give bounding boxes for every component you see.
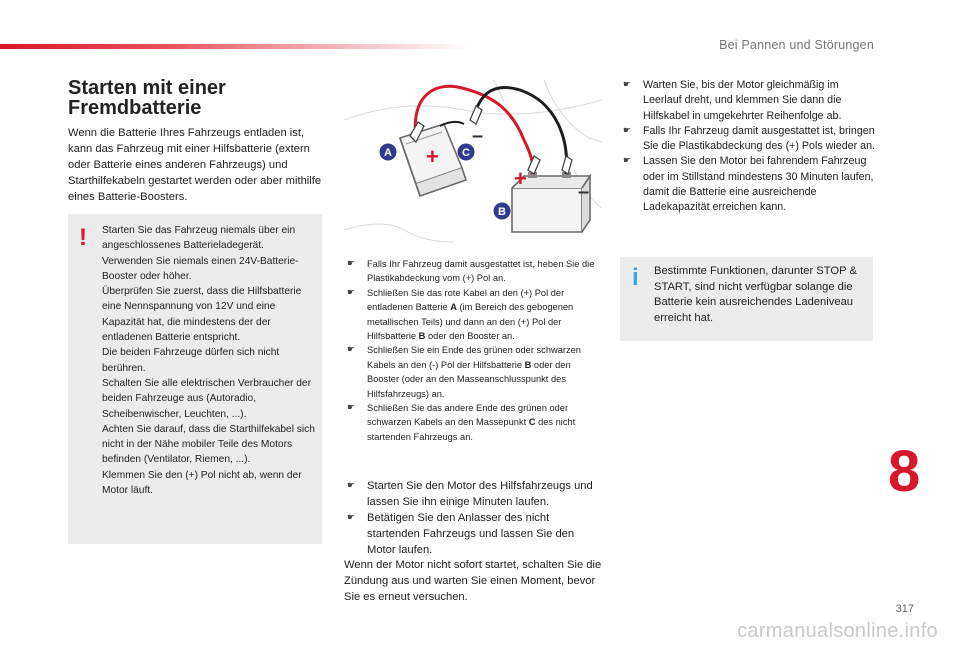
minus-marker-b: – <box>578 181 590 203</box>
list-item: ☛ Betätigen Sie den Anlasser des nicht startenden Fahrzeugs und lassen Sie den Motor laufen. <box>344 510 602 558</box>
page-title <box>68 78 328 118</box>
intro-paragraph: Wenn die Batterie Ihres Fahrzeugs entladen ist, kann das Fahrzeug mit einer Hilfsbatterie (extern oder Batterie eines anderen Fahrzeugs) und Starthilfekabeln gestartet werden oder aber mithilfe eines Batterie-Boosters. <box>68 127 322 203</box>
warning-paragraph: Schalten Sie alle elektrischen Verbraucher der beiden Fahrzeuge aus (Autoradio, Scheibenwischer, Leuchten, ...). <box>102 377 311 420</box>
section-title: Bei Pannen und Störungen <box>719 38 874 52</box>
list-item: ☛ Schließen Sie das rote Kabel an den (+) Pol der entladenen Batterie A (im Bereich des gebogenen metallischen Teils) und dann an den (+) Pol der Hilfsbatterie B oder den Booster an. <box>344 286 602 344</box>
warning-paragraph: Achten Sie darauf, dass die Starthilfekabel sich nicht in der Nähe mobiler Teile des Motors befinden (Ventilator, Riemen, ...). <box>102 423 315 466</box>
warning-paragraph: Verwenden Sie niemals einen 24V-Batterie-Booster oder höher. <box>102 255 299 282</box>
label-c: C <box>462 147 470 159</box>
warning-text <box>102 223 316 498</box>
warning-paragraph: Die beiden Fahrzeuge dürfen sich nicht berühren. <box>102 347 280 374</box>
list-item: ☛ Falls Ihr Fahrzeug damit ausgestattet ist, heben Sie die Plastikabdeckung vom (+) Pol an. <box>344 257 602 286</box>
plus-marker-b: + <box>514 166 527 191</box>
page-title-line-2: Fremdbatterie <box>68 97 202 119</box>
info-text: Bestimmte Funktionen, darunter STOP & START, sind nicht verfügbar solange die Batterie kein ausreichendes Ladeniveau erreicht hat. <box>654 265 857 324</box>
watermark: carmanualsonline.info <box>737 620 938 642</box>
label-a: A <box>384 147 392 159</box>
list-item: ☛ Schließen Sie ein Ende des grünen oder schwarzen Kabels an den (-) Pol der Hilfsbatterie B oder den Booster (oder an den Masseanschlusspunkt des Hilfsfahrzeugs) an. <box>344 343 602 401</box>
list-item: ☛ Lassen Sie den Motor bei fahrendem Fahrzeug oder im Stillstand mindestens 30 Minuten laufen, damit die Batterie eine ausreichende Ladekapazität erreichen kann. <box>620 154 878 215</box>
list-item: ☛ Schließen Sie das andere Ende des grünen oder schwarzen Kabels an den Massepunkt C des nicht startenden Fahrzeugs an. <box>344 401 602 444</box>
label-b: B <box>498 206 506 218</box>
page-title-line-1: Starten mit einer <box>68 77 226 99</box>
warning-box <box>68 214 322 544</box>
info-box <box>620 257 873 341</box>
page-number: 317 <box>895 603 914 615</box>
chapter-number: 8 <box>888 439 921 504</box>
list-item: ☛ Starten Sie den Motor des Hilfsfahrzeugs und lassen Sie ihn einige Minuten laufen. <box>344 478 602 510</box>
steps-right-list <box>620 78 878 216</box>
warning-paragraph: Starten Sie das Fahrzeug niemals über ein angeschlossenes Batterieladegerät. <box>102 225 296 252</box>
steps-large-list <box>344 478 602 558</box>
header-accent-bar <box>0 44 470 49</box>
list-item: ☛ Warten Sie, bis der Motor gleichmäßig im Leerlauf dreht, und klemmen Sie dann die Hilfskabel in umgekehrter Reihenfolge ab. <box>620 78 878 124</box>
warning-icon: ! <box>79 224 87 251</box>
plus-marker-a: + <box>426 144 439 169</box>
warning-paragraph: Klemmen Sie den (+) Pol nicht ab, wenn der Motor läuft. <box>102 469 302 497</box>
warning-paragraph: Überprüfen Sie zuerst, dass die Hilfsbatterie eine Nennspannung von 12V und eine Kapazität hat, die mindestens der der entladenen Batterie entspricht. <box>102 286 302 344</box>
list-item: ☛ Falls Ihr Fahrzeug damit ausgestattet ist, bringen Sie die Plastikabdeckung des (+) Pols wieder an. <box>620 124 878 155</box>
steps-small-list <box>344 257 602 444</box>
jump-start-illustration <box>344 80 602 248</box>
retry-note: Wenn der Motor nicht sofort startet, schalten Sie die Zündung aus und warten Sie einen Moment, bevor Sie es erneut versuchen. <box>344 559 602 603</box>
minus-marker-c: – <box>472 125 484 147</box>
info-icon: i <box>632 264 639 291</box>
